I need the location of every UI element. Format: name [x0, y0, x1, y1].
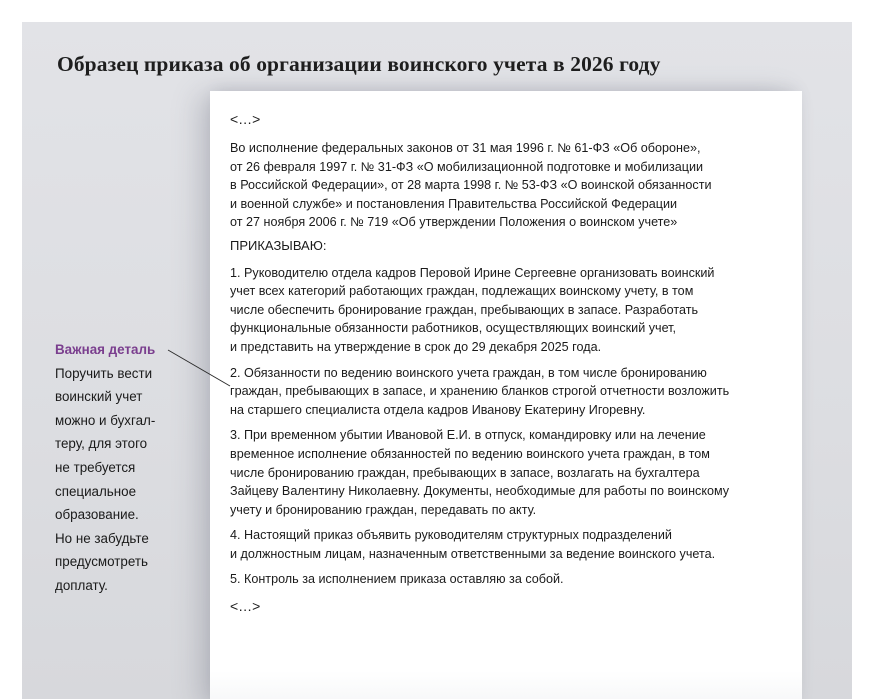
order-item-line: функциональные обязанности работников, осуществляющих воинский учет,: [230, 321, 677, 336]
preamble-paragraph: [230, 139, 792, 232]
order-item-2: [230, 364, 792, 420]
side-note-line: теру, для этого: [55, 436, 148, 452]
side-note-line: Поручить вести: [55, 365, 153, 381]
order-item-line: временное исполнение обязанностей по ведению воинского учета граждан, в том: [230, 446, 710, 461]
order-item-4: [230, 526, 792, 563]
order-item-line: числе бронированию граждан, пребывающих в запасе, возлагать на бухгалтера: [230, 465, 700, 480]
order-document-body: [230, 109, 792, 616]
side-note-line: специальное: [55, 483, 137, 499]
order-item-line: 5. Контроль за исполнением приказа оставляю за собой.: [230, 572, 564, 587]
order-item-line: 4. Настоящий приказ объявить руководителям структурных подразделений: [230, 528, 672, 543]
order-item-line: и представить на утверждение в срок до 29 декабря 2025 года.: [230, 339, 602, 354]
order-item-line: 2. Обязанности по ведению воинского учета граждан, в том числе бронированию: [230, 365, 707, 380]
side-note-line: Но не забудьте: [55, 530, 149, 546]
order-item-line: и должностным лицам, назначенным ответственными за ведение воинского учета.: [230, 546, 716, 561]
side-note-line: доплату.: [55, 577, 108, 593]
order-document: [210, 91, 802, 699]
side-note-line: воинский учет: [55, 389, 143, 405]
order-item-line: числе обеспечить бронирование граждан, пребывающих в запасе. Разработать: [230, 302, 699, 317]
order-item-3: [230, 426, 792, 519]
order-item-line: на старшего специалиста отдела кадров Иванову Екатерину Игоревну.: [230, 402, 646, 417]
side-note-line: предусмотреть: [55, 554, 148, 570]
order-item-line: граждан, пребывающих в запасе, и хранению бланков строгой отчетности возложить: [230, 384, 730, 399]
order-item-line: учет всех категорий работающих граждан, подлежащих воинскому учету, в том: [230, 284, 694, 299]
side-note-line: образование.: [55, 507, 139, 523]
side-note-heading: Важная деталь: [55, 342, 156, 357]
ellipsis-end: <…>: [230, 598, 261, 615]
preamble-line: и военной службе» и постановления Правительства Российской Федерации: [230, 196, 678, 211]
document-fade: [210, 671, 802, 699]
order-word: ПРИКАЗЫВАЮ:: [230, 237, 327, 253]
order-item-1: [230, 264, 792, 357]
order-item-line: 3. При временном убытии Ивановой Е.И. в отпуск, командировку или на лечение: [230, 428, 706, 443]
order-item-line: Зайцеву Валентину Николаевну. Документы, необходимые для работы по воинскому: [230, 484, 730, 499]
side-note-line: можно и бухгал-: [55, 412, 156, 428]
side-note: [55, 338, 190, 598]
preamble-line: Во исполнение федеральных законов от 31 мая 1996 г. № 61-ФЗ «Об обороне»,: [230, 141, 701, 155]
preamble-line: в Российской Федерации», от 28 марта 1998 г. № 53-ФЗ «О воинской обязанности: [230, 178, 712, 193]
order-item-5: [230, 570, 792, 589]
order-item-line: 1. Руководителю отдела кадров Перовой Ирине Сергеевне организовать воинский: [230, 265, 715, 280]
side-note-line: не требуется: [55, 459, 136, 475]
content-panel: [22, 22, 852, 699]
preamble-line: от 27 ноября 2006 г. № 719 «Об утверждении Положения о воинском учете»: [230, 215, 678, 230]
order-item-line: учету и бронированию граждан, передавать по акту.: [230, 502, 537, 517]
preamble-line: от 26 февраля 1997 г. № 31-ФЗ «О мобилизационной подготовке и мобилизации: [230, 159, 704, 174]
ellipsis-start: <…>: [230, 111, 261, 127]
page-title: Образец приказа об организации воинского учета в 2026 году: [57, 52, 661, 76]
